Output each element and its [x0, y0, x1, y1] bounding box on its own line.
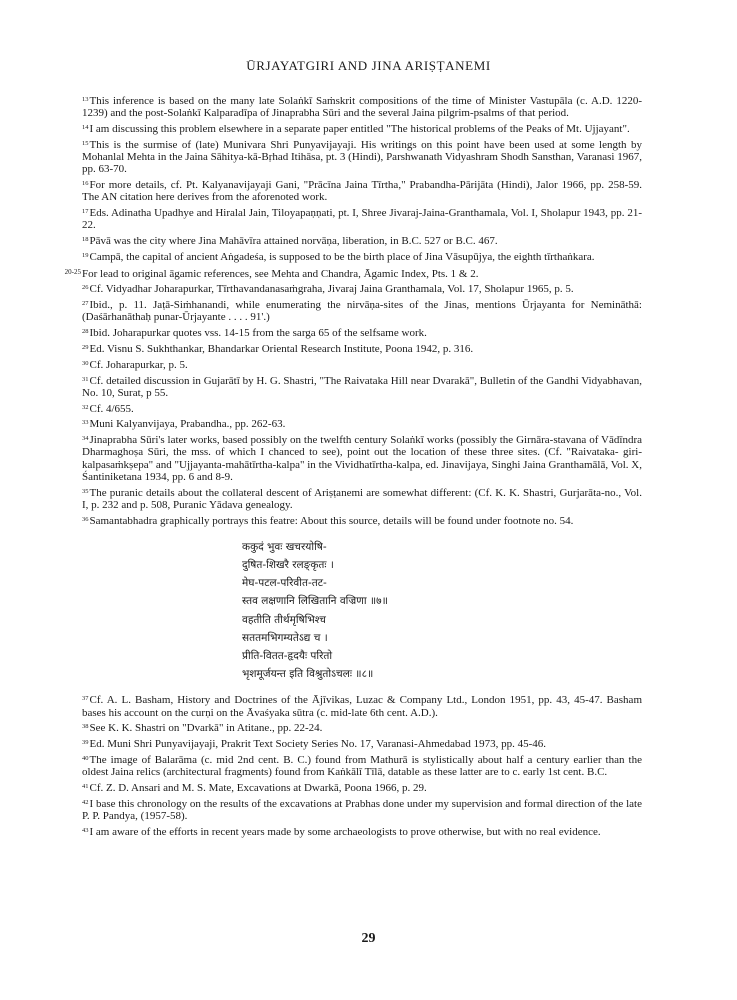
- footnote-text: Cf. Vidyadhar Joharapurkar, Tīrthavandanasaṁgraha, Jivaraj Jaina Granthamala, Vol. 17, Sholapur 1965, p. 5.: [89, 283, 574, 296]
- footnote: [82, 825, 642, 838]
- footnote-number: 26: [82, 284, 89, 292]
- footnotes-bottom: [82, 693, 642, 838]
- footnote: [82, 433, 642, 483]
- footnote-number: 36: [82, 515, 89, 523]
- footnote-number: 32: [82, 403, 89, 411]
- footnote: [82, 693, 642, 718]
- footnote-text: Muni Kalyanvijaya, Prabandha., pp. 262-63.: [89, 418, 286, 431]
- footnote-number: 43: [82, 826, 89, 834]
- footnote-text: The image of Balarāma (c. mid 2nd cent. B. C.) found from Mathurā is stylistically about half a century earlier than the oldest Jaina relics (architectural fragments) found from Kaṅkālī Tīlā, datable as these latter are to c. early 1st cent. B.C.: [82, 754, 642, 779]
- footnote: [82, 206, 642, 231]
- footnote-number: 38: [82, 723, 89, 731]
- footnote-number: 18: [82, 236, 89, 243]
- footnote: [82, 402, 642, 415]
- footnote-number: 14: [82, 124, 89, 131]
- verse-line: भृशमूर्जयन्त इति विश्रुतोऽचलः ॥८॥: [242, 668, 374, 681]
- footnote: [82, 358, 642, 371]
- footnote-number: 41: [82, 783, 89, 790]
- footnote-number: 15: [82, 139, 89, 147]
- footnote-text: For more details, cf. Pt. Kalyanavijayaji Gani, "Prācīna Jaina Tīrtha," Prabandha-Pārijāta (Hindi), Jalor 1966, pp. 258-59. The AN citation here derives from the aforenoted work.: [82, 179, 642, 204]
- footnote: [82, 94, 642, 119]
- verse-line: सततमभिगम्यतेऽद्य च ।: [242, 631, 328, 644]
- footnote-text: I am discussing this problem elsewhere in a separate paper entitled "The historical problems of the Peaks of Mt. Ujjayant".: [89, 123, 630, 135]
- footnote-text: I am aware of the efforts in recent years made by some archaeologists to prove otherwise, but with no real evidence.: [89, 825, 601, 838]
- footnote: [82, 138, 642, 176]
- footnote: [64, 266, 642, 280]
- footnote: [82, 250, 642, 263]
- running-head: ŪRJAYATGIRI AND JINA ARIṢṬANEMI: [246, 58, 491, 73]
- footnote: [82, 737, 642, 750]
- footnote-number: 17: [82, 208, 89, 215]
- footnote-text: Cf. detailed discussion in Gujarātī by H. G. Shastri, "The Raivataka Hill near Dvarakā", Bulletin of the Gandhi Vidyabhavan, No. 10, Surat, p 55.: [82, 374, 642, 399]
- footnote-text: This is the surmise of (late) Munivara Shri Punyavijayaji. His writings on this point have been used at some length by Mohanlal Mehta in the Jaina Sāhitya-kā-Bṛhad Itihāsa, pt. 3 (Hindi), Parshwanath Vidyashram Shodh Sansthan, Varanasi 1967, pp. 63-70.: [82, 138, 642, 176]
- footnote-number: 19: [82, 251, 89, 259]
- footnote: [82, 374, 642, 399]
- footnote: [82, 326, 642, 339]
- footnote: [82, 797, 642, 822]
- footnote-text: Cf. 4/655.: [89, 402, 134, 415]
- footnote-text: The puranic details about the collateral descent of Ariṣṭanemi are somewhat different: (Cf. K. K. Shastri, Gurjarāta-no., Vol. I, p. 232 and p. 508, Puranic Yādava genealogy.: [82, 486, 642, 511]
- verse-line: स्तव लक्षणानि लिखितानि वज्रिणा ॥७॥: [242, 595, 388, 608]
- footnote-number: 34: [82, 435, 89, 443]
- footnote-text: See K. K. Shastri on "Dvarkā" in Atitane., pp. 22-24.: [89, 722, 323, 735]
- verse-line: ककुदं भुवः खचरयोषि-: [242, 540, 327, 553]
- footnote: [82, 122, 642, 135]
- footnote-text: Pāvā was the city where Jina Mahāvīra attained norvāṇa, liberation, in B.C. 527 or B.C. 467.: [89, 235, 498, 247]
- footnote: [82, 514, 642, 527]
- footnote-text: Samantabhadra graphically portrays this featre: About this source, details will be found under footnote no. 54.: [89, 514, 574, 527]
- verse-line: दुषित-शिखरै रलङ्कृतः ।: [242, 558, 334, 571]
- footnote-text: I base this chronology on the results of the excavations at Prabhas done under my supervision and formal direction of the late P. P. Pandya, (1957-58).: [82, 797, 642, 822]
- footnote: [82, 781, 642, 794]
- footnotes: [64, 94, 642, 841]
- footnote-number: 37: [82, 695, 89, 703]
- footnote-text: Cf. A. L. Basham, History and Doctrines of the Ājīvikas, Luzac & Company Ltd., London 1951, pp. 43, 45-47. Basham bases his account on the curṇi on the Āvaśyaka sūtra (c. mid-late 6th cent. A.D.).: [82, 694, 642, 719]
- verse-line: प्रीति-वितत-हृदयैः परितो: [242, 650, 333, 662]
- footnote-number: 27: [82, 300, 89, 308]
- footnote: [82, 342, 642, 355]
- footnotes-top: [64, 94, 642, 527]
- footnote-text: Eds. Adinatha Upadhye and Hiralal Jain, Tiloyapaṇṇati, pt. I, Shree Jivaraj-Jaina-Granthamala, Vol. I, Sholapur 1943, pp. 21-22.: [82, 207, 642, 232]
- footnote-number: 31: [82, 375, 89, 383]
- footnote-text: Ibid., p. 11. Jaṭā-Siṁhanandi, while enumerating the nirvāṇa-sites of the Jinas, mentions Ūrjayanta for Nemināthā: (Daśārhanāthaḥ punar-Ūrjayante . . . . 91'.): [82, 299, 642, 324]
- footnote-number: 39: [82, 739, 89, 747]
- footnote-number: 13: [82, 96, 89, 103]
- footnote: [82, 417, 642, 430]
- page-number: 29: [361, 931, 376, 946]
- verse-line: मेघ-पटल-परिवीत-तट-: [242, 577, 327, 590]
- footnote-number: 20-25: [64, 267, 81, 276]
- footnote-number: 40: [82, 755, 89, 762]
- footnote-number: 30: [82, 359, 89, 367]
- footnote-text: Cf. Z. D. Ansari and M. S. Mate, Excavations at Dwarkā, Poona 1966, p. 29.: [89, 782, 427, 794]
- footnote: [82, 486, 642, 511]
- footnote-text: Ed. Visnu S. Sukhthankar, Bhandarkar Oriental Research Institute, Poona 1942, p. 316.: [89, 342, 474, 355]
- sanskrit-verse: [242, 538, 642, 684]
- footnote: [82, 753, 642, 778]
- footnote-text: Ibid. Joharapurkar quotes vss. 14-15 from the sarga 65 of the selfsame work.: [89, 327, 427, 340]
- verse-line: वहतीति तीर्थमृषिभिश्च: [242, 613, 326, 626]
- footnote-number: 16: [82, 180, 89, 187]
- footnote: [82, 721, 642, 734]
- footnote-number: 42: [82, 798, 89, 806]
- footnote-text: For lead to original āgamic references, see Mehta and Chandra, Āgamic Index, Pts. 1 & 2.: [82, 267, 479, 280]
- footnote-text: Jinaprabha Sūri's later works, based possibly on the twelfth century Solaṅkī works (possibly the Girnāra-stavana of Vādīndra Dharmaghoṣa Sūri, the mss. of which I chanced to see), point out the location of these three sites. (Cf. "Raivataka- giri-kalpasaṁkṣepa" and "Ujjayanta-mahātīrtha-kalpa" in the Vividhatīrtha-kalpa, ed. Jinavijaya, Singhi Jaina Granthamālā, Vol. X, Śantiniketana 1934, pp. 6 and 8-9.: [82, 434, 642, 483]
- footnote-number: 35: [82, 487, 89, 495]
- footnote-text: Ed. Muni Shri Punyavijayaji, Prakrit Text Society Series No. 17, Varanasi-Ahmedabad 1973, pp. 45-46.: [89, 738, 546, 751]
- footnote-text: Cf. Joharapurkar, p. 5.: [89, 358, 188, 371]
- footnote: [82, 234, 642, 247]
- footnote-number: 33: [82, 419, 89, 427]
- footnote-number: 29: [82, 343, 89, 351]
- footnote: [82, 178, 642, 203]
- footnote-number: 28: [82, 328, 89, 336]
- footnote: [82, 282, 642, 295]
- footnote-text: This inference is based on the many late Solaṅkī Saṁskrit compositions of the time of Minister Vastupāla (c. A.D. 1220-1239) and the post-Solaṅkī Kalparadīpa of Jinaprabha Sūri and the several Jaina pilgrim-psalms of that period.: [82, 95, 642, 120]
- footnote: [82, 298, 642, 323]
- footnote-text: Campā, the capital of ancient Aṅgadeśa, is supposed to be the birth place of Jina Vāsupūjya, the eighth tīrthaṅkara.: [89, 250, 595, 263]
